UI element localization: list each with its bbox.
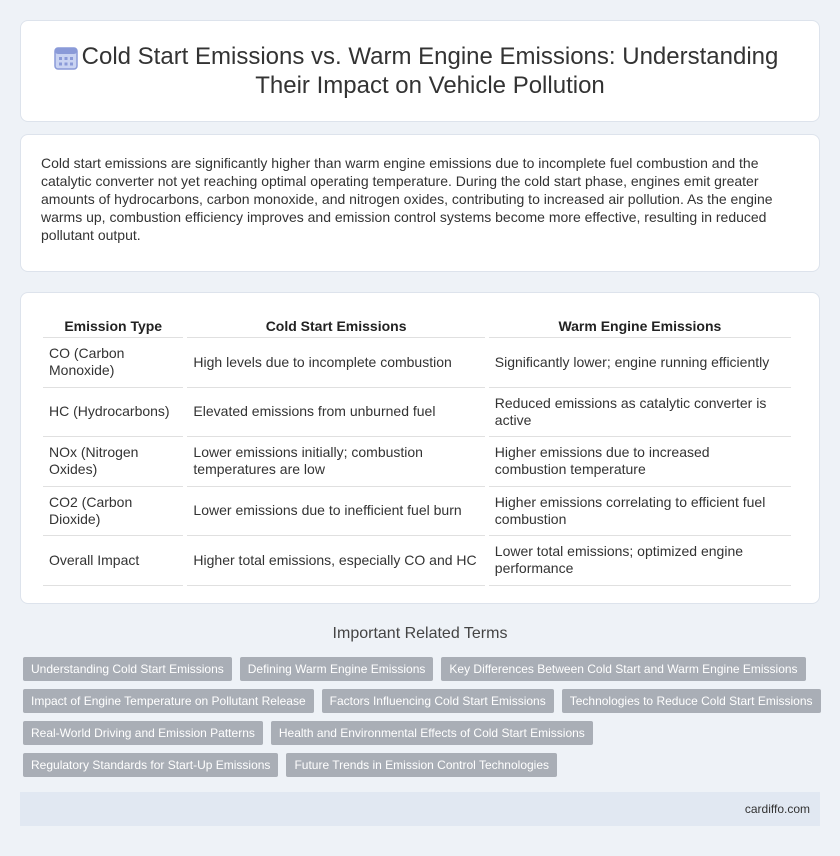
related-term-tag[interactable]: Impact of Engine Temperature on Pollutant Release: [23, 689, 314, 713]
table-cell: High levels due to incomplete combustion: [187, 338, 484, 388]
table-cell: CO2 (Carbon Dioxide): [43, 487, 183, 537]
table-cell: Reduced emissions as catalytic converter is active: [489, 388, 791, 438]
related-term-tag[interactable]: Defining Warm Engine Emissions: [240, 657, 434, 681]
table-cell: Overall Impact: [43, 536, 183, 586]
table-row: [43, 437, 791, 487]
table-cell: Significantly lower; engine running efficiently: [489, 338, 791, 388]
table-row: [43, 338, 791, 388]
table-header: Warm Engine Emissions: [489, 313, 791, 338]
related-term-tag[interactable]: Regulatory Standards for Start-Up Emissions: [23, 753, 278, 777]
table-row: [43, 487, 791, 537]
table-cell: Lower emissions due to inefficient fuel burn: [187, 487, 484, 537]
tag-row: [23, 753, 823, 777]
related-terms-title: Important Related Terms: [332, 625, 508, 642]
comparison-table: [39, 313, 795, 586]
table-cell: Elevated emissions from unburned fuel: [187, 388, 484, 438]
table-cell: Lower total emissions; optimized engine performance: [489, 536, 791, 586]
table-header: Cold Start Emissions: [187, 313, 484, 338]
table-cell: NOx (Nitrogen Oxides): [43, 437, 183, 487]
intro-card: [20, 134, 820, 272]
tag-row: [23, 657, 823, 681]
page-title: Cold Start Emissions vs. Warm Engine Emissions: Understanding Their Impact on Vehicle Pollution: [81, 43, 779, 99]
intro-text: Cold start emissions are significantly higher than warm engine emissions due to incomplete fuel combustion and the catalytic converter not yet reaching optimal operating temperature. During the cold start phase, engines emit greater amounts of hydrocarbons, carbon monoxide, and nitrogen oxides, contributing to increased air pollution. As the engine warms up, combustion efficiency improves and emission control systems become more effective, resulting in reduced pollutant output.: [41, 155, 773, 243]
table-cell: Lower emissions initially; combustion temperatures are low: [187, 437, 484, 487]
related-term-tag[interactable]: Real-World Driving and Emission Patterns: [23, 721, 263, 745]
footer-site-link[interactable]: cardiffo.com: [744, 802, 810, 816]
table-cell: Higher emissions correlating to efficient fuel combustion: [489, 487, 791, 537]
related-term-tag[interactable]: Future Trends in Emission Control Technologies: [286, 753, 557, 777]
table-cell: CO (Carbon Monoxide): [43, 338, 183, 388]
tag-row: [23, 721, 823, 745]
related-term-tag[interactable]: Understanding Cold Start Emissions: [23, 657, 232, 681]
related-term-tag[interactable]: Key Differences Between Cold Start and Warm Engine Emissions: [441, 657, 805, 681]
related-term-tag[interactable]: Health and Environmental Effects of Cold Start Emissions: [271, 721, 593, 745]
table-cell: Higher total emissions, especially CO and HC: [187, 536, 484, 586]
table-cell: HC (Hydrocarbons): [43, 388, 183, 438]
tag-row: [23, 689, 823, 713]
footer: [20, 792, 820, 826]
table-header-row: [43, 313, 791, 338]
comparison-table-card: [20, 292, 820, 604]
header-card: [20, 20, 820, 122]
table-header: Emission Type: [43, 313, 183, 338]
table-row: [43, 388, 791, 438]
table-cell: Higher emissions due to increased combustion temperature: [489, 437, 791, 487]
table-row: [43, 536, 791, 586]
related-term-tag[interactable]: Factors Influencing Cold Start Emissions: [322, 689, 554, 713]
related-term-tag[interactable]: Technologies to Reduce Cold Start Emissions: [562, 689, 821, 713]
related-terms-list: [23, 657, 823, 785]
